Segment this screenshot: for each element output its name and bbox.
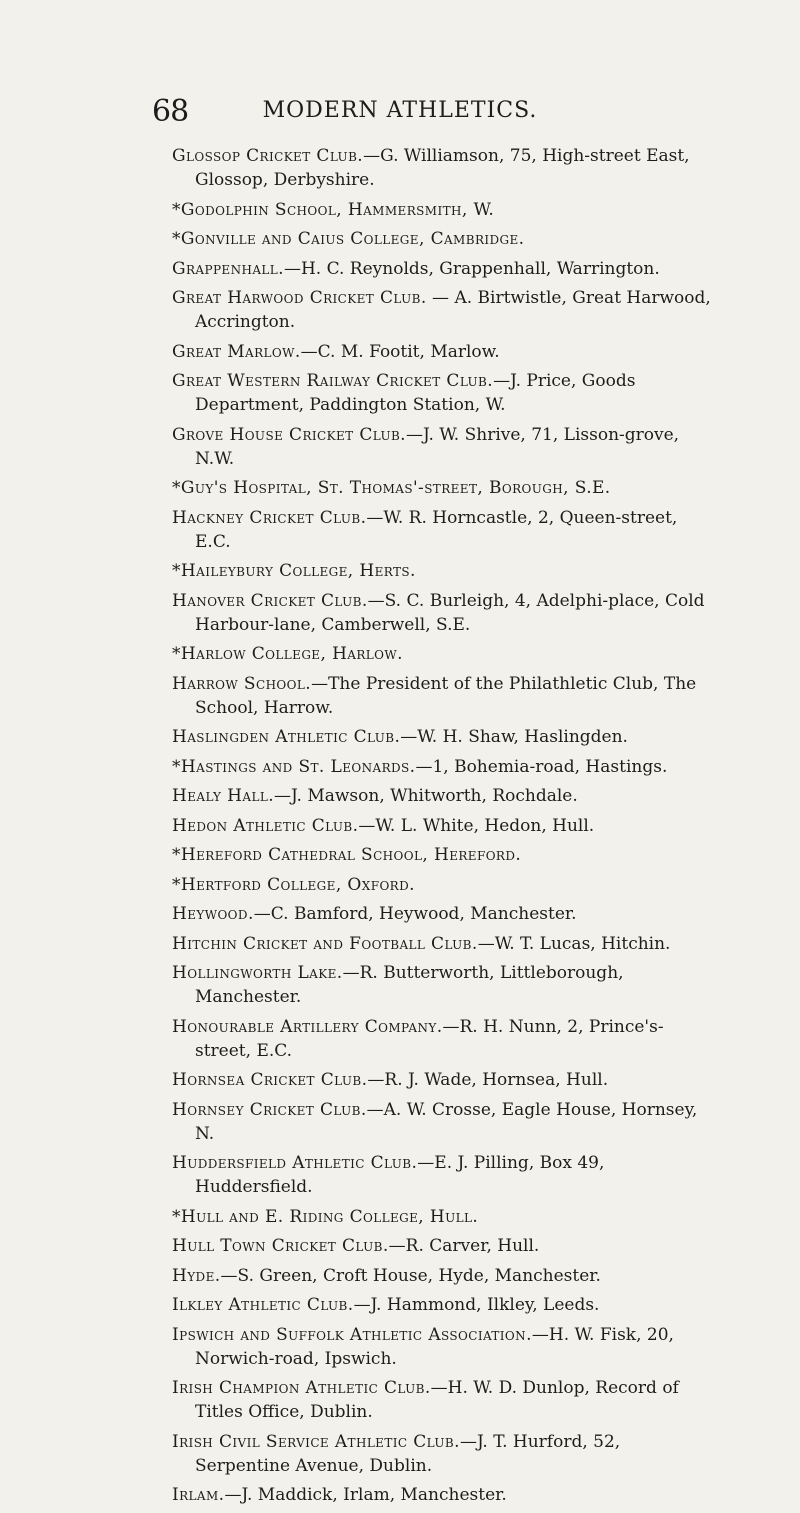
club-name: Hyde. [172, 1265, 221, 1286]
page-number: 68 [152, 94, 189, 129]
club-secretary-address: —1, Bohemia-road, Hastings. [415, 756, 668, 777]
club-name: Grappenhall. [172, 258, 284, 279]
club-name: Hitchin Cricket and Football Club. [172, 933, 478, 954]
club-name: *Godolphin School, Hammersmith, W. [172, 199, 495, 220]
directory-entry [172, 902, 716, 926]
directory-entry [172, 642, 716, 666]
club-secretary-address: —C. Bamford, Heywood, Manchester. [253, 904, 577, 924]
club-secretary-address: —H. C. Reynolds, Grappenhall, Warrington. [283, 258, 660, 279]
club-secretary-address: —G. Williamson, 75, High-street East, Glossop, Derbyshire. [195, 146, 690, 190]
directory-entry [172, 1264, 716, 1288]
club-secretary-address: —E. J. Pilling, Box 49, Huddersfield. [195, 1153, 605, 1197]
club-name: *Guy's Hospital, St. Thomas'-street, Borough, S.E. [172, 478, 611, 498]
directory-entry [172, 198, 716, 222]
club-name: Hornsea Cricket Club. [172, 1070, 368, 1090]
club-name: Ipswich and Suffolk Athletic Association. [172, 1324, 532, 1345]
club-name: Great Western Railway Cricket Club. [172, 371, 494, 391]
club-directory-list [172, 144, 716, 1513]
club-name: Grove House Cricket Club. [172, 424, 406, 445]
club-secretary-address: —R. H. Nunn, 2, Prince's-street, E.C. [195, 1016, 664, 1061]
directory-entry [172, 1015, 716, 1063]
directory-entry [172, 1234, 716, 1258]
club-secretary-address: —W. H. Shaw, Haslingden. [400, 727, 628, 747]
club-name: Hollingworth Lake. [172, 963, 343, 983]
directory-entry [172, 755, 716, 779]
club-name: *Hertford College, Oxford. [172, 874, 415, 895]
club-name: Honourable Artillery Company. [172, 1016, 443, 1037]
club-secretary-address: —J. W. Shrive, 71, Lisson-grove, N.W. [195, 424, 680, 469]
directory-entry [172, 961, 716, 1009]
club-secretary-address: —C. M. Footit, Marlow. [300, 341, 500, 362]
directory-entry [172, 559, 716, 583]
club-secretary-address: —W. T. Lucas, Hitchin. [477, 933, 671, 954]
club-secretary-address: —R. J. Wade, Hornsea, Hull. [367, 1070, 609, 1090]
directory-entry [172, 506, 716, 554]
running-title: MODERN ATHLETICS. [262, 98, 538, 123]
club-secretary-address: —S. Green, Croft House, Hyde, Manchester. [220, 1265, 601, 1286]
club-secretary-address: —J. Price, Goods Department, Paddington Station, W. [195, 371, 636, 415]
directory-entry [172, 1376, 716, 1424]
club-secretary-address: — A. Birtwistle, Great Harwood, Accrington. [195, 288, 711, 332]
club-name: Healy Hall. [172, 786, 275, 806]
club-secretary-address: —H. W. Fisk, 20, Norwich-road, Ipswich. [195, 1324, 674, 1369]
club-name: Huddersfield Athletic Club. [172, 1153, 418, 1173]
club-name: *Gonville and Caius College, Cambridge. [172, 229, 525, 249]
club-name: *Haileybury College, Herts. [172, 561, 416, 581]
club-secretary-address: —R. Butterworth, Littleborough, Manchester. [195, 963, 624, 1007]
directory-entry [172, 1205, 716, 1229]
page-header [0, 94, 800, 134]
directory-entry [172, 873, 716, 897]
club-secretary-address: —J. T. Hurford, 52, Serpentine Avenue, Dublin. [195, 1431, 621, 1476]
directory-entry [172, 814, 716, 838]
club-secretary-address: —The President of the Philathletic Club, The School, Harrow. [195, 673, 697, 718]
club-name: Ilkley Athletic Club. [172, 1295, 354, 1315]
directory-entry [172, 1098, 716, 1146]
club-name: Hornsey Cricket Club. [172, 1099, 367, 1120]
club-secretary-address: —J. Mawson, Whitworth, Rochdale. [274, 786, 578, 806]
club-secretary-address: —S. C. Burleigh, 4, Adelphi-place, Cold Harbour-lane, Camberwell, S.E. [195, 590, 705, 635]
directory-entry [172, 725, 716, 749]
directory-entry [172, 1483, 716, 1507]
club-secretary-address: —J. Maddick, Irlam, Manchester. [224, 1485, 507, 1505]
directory-entry [172, 1293, 716, 1317]
directory-entry [172, 286, 716, 334]
club-name: Hedon Athletic Club. [172, 815, 359, 836]
directory-entry [172, 227, 716, 251]
directory-entry [172, 423, 716, 471]
club-name: *Hereford Cathedral School, Hereford. [172, 845, 522, 865]
club-name: Irish Champion Athletic Club. [172, 1378, 431, 1398]
directory-entry [172, 1430, 716, 1478]
directory-entry [172, 1151, 716, 1199]
club-secretary-address: —R. Carver, Hull. [388, 1236, 540, 1256]
directory-entry [172, 589, 716, 637]
club-name: Hackney Cricket Club. [172, 507, 367, 528]
directory-entry [172, 1068, 716, 1092]
directory-entry [172, 843, 716, 867]
club-secretary-address: —H. W. D. Dunlop, Record of Titles Office, Dublin. [195, 1378, 679, 1422]
directory-entry [172, 476, 716, 500]
directory-entry [172, 369, 716, 417]
club-name: Irish Civil Service Athletic Club. [172, 1431, 460, 1452]
club-secretary-address: —A. W. Crosse, Eagle House, Hornsey, N. [195, 1099, 698, 1144]
club-name: Haslingden Athletic Club. [172, 727, 401, 747]
club-name: Hull Town Cricket Club. [172, 1236, 389, 1256]
club-name: *Hastings and St. Leonards. [172, 756, 416, 777]
club-name: *Harlow College, Harlow. [172, 644, 403, 664]
directory-entry [172, 784, 716, 808]
club-name: Heywood. [172, 904, 254, 924]
directory-entry [172, 1323, 716, 1371]
directory-entry [172, 932, 716, 956]
club-name: Harrow School. [172, 673, 312, 694]
club-name: Hanover Cricket Club. [172, 590, 368, 611]
club-name: *Hull and E. Riding College, Hull. [172, 1206, 479, 1227]
directory-entry [172, 144, 716, 192]
club-name: Great Harwood Cricket Club. [172, 288, 427, 308]
club-name: Great Marlow. [172, 341, 301, 362]
club-name: Glossop Cricket Club. [172, 146, 364, 166]
club-secretary-address: —J. Hammond, Ilkley, Leeds. [353, 1295, 600, 1315]
directory-entry [172, 672, 716, 720]
club-secretary-address: —W. R. Horncastle, 2, Queen-street, E.C. [195, 507, 678, 552]
club-name: Irlam. [172, 1485, 225, 1505]
club-secretary-address: —W. L. White, Hedon, Hull. [358, 815, 595, 836]
directory-entry [172, 257, 716, 281]
directory-entry [172, 340, 716, 364]
